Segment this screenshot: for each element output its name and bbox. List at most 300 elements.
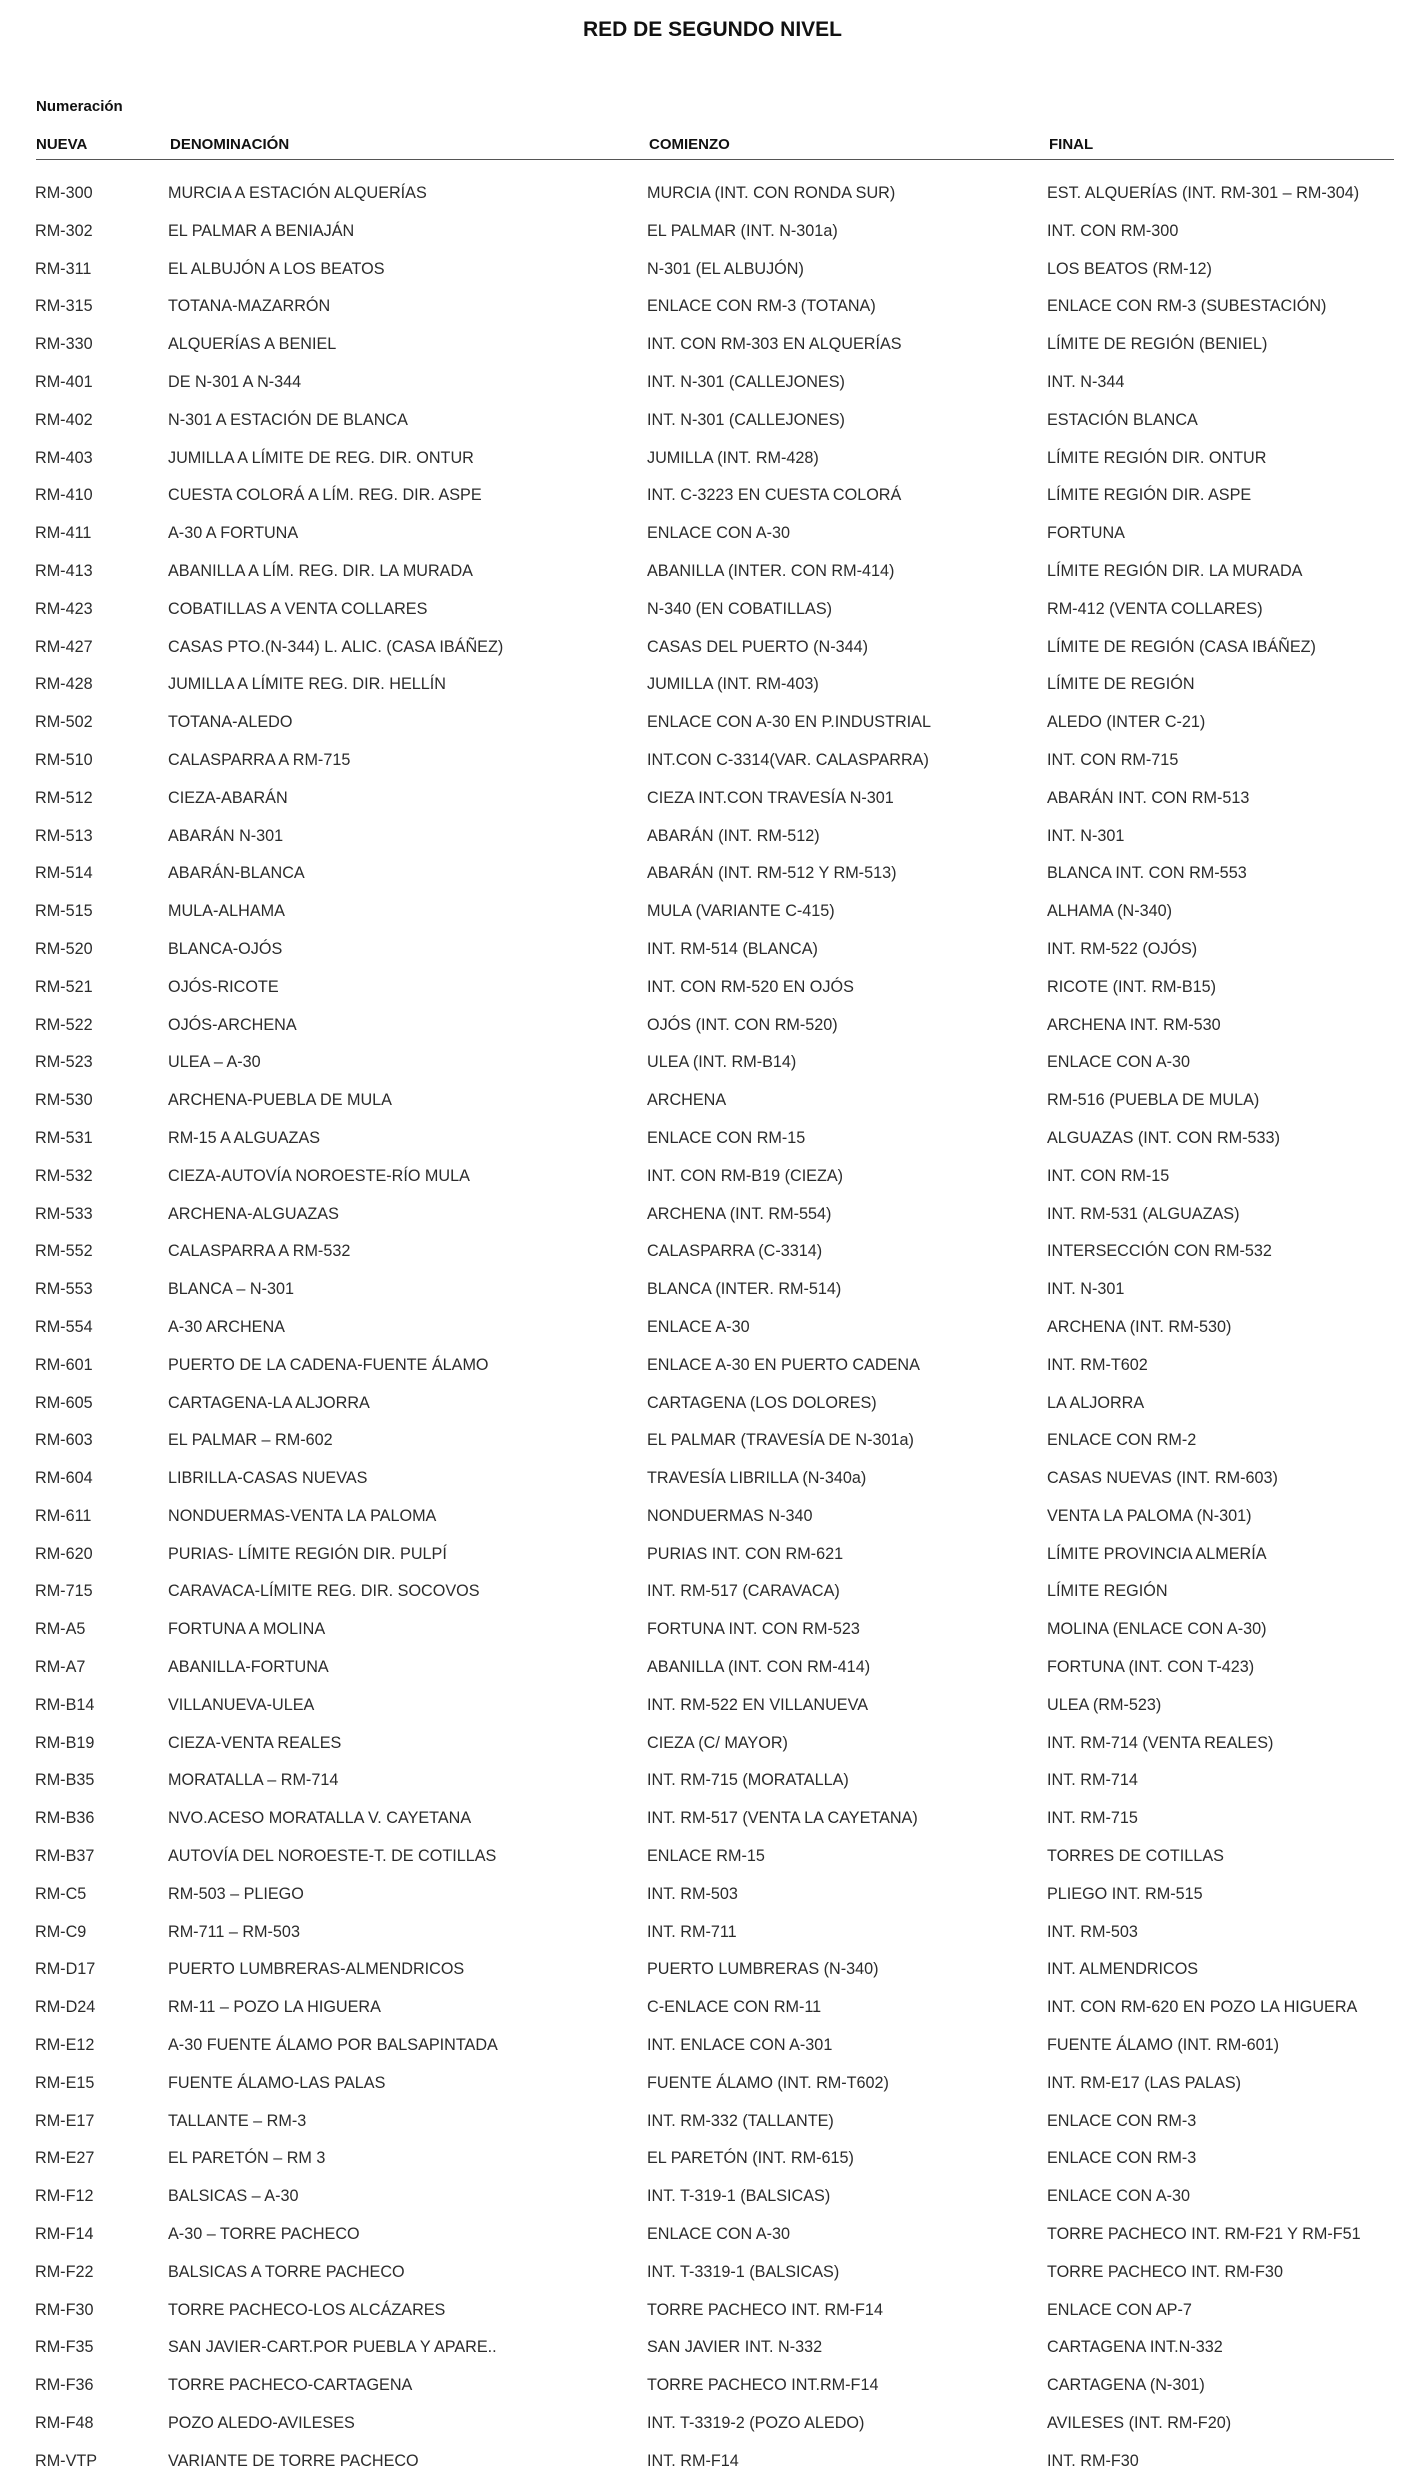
road-name: CIEZA-ABARÁN xyxy=(168,788,288,807)
road-start: EL PARETÓN (INT. RM-615) xyxy=(647,2149,854,2168)
road-code: RM-A5 xyxy=(35,1620,86,1639)
road-name: EL PALMAR A BENIAJÁN xyxy=(168,221,355,240)
road-name: NONDUERMAS-VENTA LA PALOMA xyxy=(168,1506,437,1525)
road-start: INT. RM-715 (MORATALLA) xyxy=(647,1771,849,1790)
road-end: ESTACIÓN BLANCA xyxy=(1047,410,1198,429)
road-end: TORRE PACHECO INT. RM-F30 xyxy=(1047,2262,1283,2281)
road-start: ULEA (INT. RM-B14) xyxy=(647,1053,797,1072)
road-start: CARTAGENA (LOS DOLORES) xyxy=(647,1393,877,1412)
table-row xyxy=(0,2259,1425,2297)
table-row xyxy=(0,1465,1425,1503)
road-code: RM-410 xyxy=(35,486,93,505)
roads-table xyxy=(0,180,1425,2486)
table-row xyxy=(0,1238,1425,1276)
road-name: A-30 A FORTUNA xyxy=(168,524,299,543)
road-name: A-30 FUENTE ÁLAMO POR BALSAPINTADA xyxy=(168,2036,498,2055)
road-end: BLANCA INT. CON RM-553 xyxy=(1047,864,1247,883)
road-start: CIEZA INT.CON TRAVESÍA N-301 xyxy=(647,788,894,807)
road-start: EL PALMAR (TRAVESÍA DE N-301a) xyxy=(647,1431,914,1450)
road-name: OJÓS-RICOTE xyxy=(168,977,279,996)
road-start: INT. N-301 (CALLEJONES) xyxy=(647,372,845,391)
road-end: INT. RM-714 (VENTA REALES) xyxy=(1047,1733,1274,1752)
road-end: ABARÁN INT. CON RM-513 xyxy=(1047,788,1250,807)
road-start: ENLACE CON RM-3 (TOTANA) xyxy=(647,297,876,316)
road-code: RM-311 xyxy=(35,259,92,278)
road-code: RM-401 xyxy=(35,372,93,391)
numeracion-label: Numeración xyxy=(36,98,123,115)
table-row xyxy=(0,1919,1425,1957)
road-end: AVILESES (INT. RM-F20) xyxy=(1047,2414,1232,2433)
road-end: RICOTE (INT. RM-B15) xyxy=(1047,977,1217,996)
road-code: RM-F22 xyxy=(35,2262,94,2281)
table-row xyxy=(0,1843,1425,1881)
table-row xyxy=(0,369,1425,407)
road-code: RM-F14 xyxy=(35,2225,94,2244)
road-name: CALASPARRA A RM-532 xyxy=(168,1242,351,1261)
road-start: TORRE PACHECO INT. RM-F14 xyxy=(647,2300,883,2319)
road-code: RM-512 xyxy=(35,788,93,807)
road-end: INTERSECCIÓN CON RM-532 xyxy=(1047,1242,1272,1261)
road-start: JUMILLA (INT. RM-403) xyxy=(647,675,819,694)
road-name: TORRE PACHECO-LOS ALCÁZARES xyxy=(168,2300,446,2319)
road-start: C-ENLACE CON RM-11 xyxy=(647,1998,822,2017)
road-code: RM-502 xyxy=(35,713,93,732)
road-start: N-340 (EN COBATILLAS) xyxy=(647,599,833,618)
road-name: VARIANTE DE TORRE PACHECO xyxy=(168,2451,419,2470)
road-end: INT. ALMENDRICOS xyxy=(1047,1960,1199,1979)
road-start: FUENTE ÁLAMO (INT. RM-T602) xyxy=(647,2073,889,2092)
road-end: ENLACE CON RM-3 xyxy=(1047,2149,1197,2168)
table-row xyxy=(0,482,1425,520)
road-start: ENLACE A-30 EN PUERTO CADENA xyxy=(647,1355,920,1374)
table-row xyxy=(0,1994,1425,2032)
road-code: RM-523 xyxy=(35,1053,93,1072)
road-name: CIEZA-AUTOVÍA NOROESTE-RÍO MULA xyxy=(168,1166,470,1185)
road-start: EL PALMAR (INT. N-301a) xyxy=(647,221,838,240)
table-row xyxy=(0,180,1425,218)
table-row xyxy=(0,747,1425,785)
road-name: BLANCA – N-301 xyxy=(168,1280,294,1299)
road-end: EST. ALQUERÍAS (INT. RM-301 – RM-304) xyxy=(1047,184,1360,202)
table-row xyxy=(0,974,1425,1012)
road-name: CARTAGENA-LA ALJORRA xyxy=(168,1393,370,1412)
road-code: RM-521 xyxy=(35,977,93,996)
road-code: RM-514 xyxy=(35,864,93,883)
table-row xyxy=(0,860,1425,898)
road-name: A-30 ARCHENA xyxy=(168,1317,285,1336)
table-row xyxy=(0,2183,1425,2221)
road-code: RM-B14 xyxy=(35,1695,95,1714)
table-row xyxy=(0,2032,1425,2070)
road-name: TALLANTE – RM-3 xyxy=(168,2111,307,2130)
road-start: INT. CON RM-520 EN OJÓS xyxy=(647,977,854,996)
road-start: CIEZA (C/ MAYOR) xyxy=(647,1733,788,1752)
table-row xyxy=(0,2448,1425,2486)
road-end: INT. CON RM-715 xyxy=(1047,750,1179,769)
road-start: BLANCA (INTER. RM-514) xyxy=(647,1280,842,1299)
road-end: LA ALJORRA xyxy=(1047,1393,1145,1412)
road-code: RM-E27 xyxy=(35,2149,95,2168)
road-name: COBATILLAS A VENTA COLLARES xyxy=(168,599,428,618)
road-code: RM-428 xyxy=(35,675,93,694)
table-row xyxy=(0,293,1425,331)
road-name: FUENTE ÁLAMO-LAS PALAS xyxy=(168,2073,386,2092)
table-row xyxy=(0,634,1425,672)
table-row xyxy=(0,671,1425,709)
road-name: ABARÁN N-301 xyxy=(168,826,284,845)
table-row xyxy=(0,1276,1425,1314)
table-row xyxy=(0,898,1425,936)
road-end: INT. N-301 xyxy=(1047,826,1125,845)
road-end: TORRE PACHECO INT. RM-F21 Y RM-F51 xyxy=(1047,2225,1361,2244)
road-end: CARTAGENA INT.N-332 xyxy=(1047,2338,1223,2357)
road-code: RM-300 xyxy=(35,184,93,202)
road-start: INT. RM-503 xyxy=(647,1884,738,1903)
road-code: RM-B19 xyxy=(35,1733,95,1752)
road-end: INT. N-301 xyxy=(1047,1280,1125,1299)
road-end: ARCHENA INT. RM-530 xyxy=(1047,1015,1221,1034)
road-end: ENLACE CON RM-3 xyxy=(1047,2111,1197,2130)
road-code: RM-411 xyxy=(35,524,92,543)
road-code: RM-530 xyxy=(35,1091,93,1110)
road-start: INT. RM-F14 xyxy=(647,2451,739,2470)
table-row xyxy=(0,1087,1425,1125)
road-end: INT. CON RM-300 xyxy=(1047,221,1179,240)
road-start: CASAS DEL PUERTO (N-344) xyxy=(647,637,868,656)
road-end: MOLINA (ENLACE CON A-30) xyxy=(1047,1620,1267,1639)
road-end: RM-516 (PUEBLA DE MULA) xyxy=(1047,1091,1260,1110)
road-end: ENLACE CON A-30 xyxy=(1047,1053,1191,1072)
table-row xyxy=(0,1805,1425,1843)
road-name: AUTOVÍA DEL NOROESTE-T. DE COTILLAS xyxy=(168,1847,497,1866)
road-name: ARCHENA-PUEBLA DE MULA xyxy=(168,1091,392,1110)
road-name: EL PALMAR – RM-602 xyxy=(168,1431,333,1450)
road-name: CUESTA COLORÁ A LÍM. REG. DIR. ASPE xyxy=(168,486,482,505)
road-name: ABARÁN-BLANCA xyxy=(168,864,305,883)
table-row xyxy=(0,1767,1425,1805)
road-code: RM-513 xyxy=(35,826,93,845)
column-header-final: FINAL xyxy=(1049,136,1094,153)
road-end: FUENTE ÁLAMO (INT. RM-601) xyxy=(1047,2036,1280,2055)
road-name: RM-11 – POZO LA HIGUERA xyxy=(168,1998,381,2017)
road-end: INT. RM-714 xyxy=(1047,1771,1138,1790)
road-code: RM-520 xyxy=(35,939,93,958)
road-start: ABANILLA (INT. CON RM-414) xyxy=(647,1658,871,1677)
table-row xyxy=(0,256,1425,294)
road-name: ABANILLA A LÍM. REG. DIR. LA MURADA xyxy=(168,561,473,580)
road-code: RM-A7 xyxy=(35,1658,86,1677)
road-start: INT. RM-332 (TALLANTE) xyxy=(647,2111,834,2130)
road-end: FORTUNA xyxy=(1047,524,1125,543)
road-end: ALGUAZAS (INT. CON RM-533) xyxy=(1047,1128,1280,1147)
road-name: SAN JAVIER-CART.POR PUEBLA Y APARE.. xyxy=(168,2338,497,2357)
road-name: VILLANUEVA-ULEA xyxy=(168,1695,315,1714)
road-code: RM-532 xyxy=(35,1166,93,1185)
road-name: EL ALBUJÓN A LOS BEATOS xyxy=(168,259,385,278)
road-code: RM-F35 xyxy=(35,2338,94,2357)
road-end: LÍMITE DE REGIÓN (BENIEL) xyxy=(1047,335,1268,354)
road-start: NONDUERMAS N-340 xyxy=(647,1506,813,1525)
road-end: VENTA LA PALOMA (N-301) xyxy=(1047,1506,1252,1525)
table-row xyxy=(0,407,1425,445)
road-start: ENLACE CON A-30 xyxy=(647,524,791,543)
table-row xyxy=(0,1881,1425,1919)
header-divider xyxy=(36,159,1394,160)
road-name: PURIAS- LÍMITE REGIÓN DIR. PULPÍ xyxy=(168,1544,447,1563)
road-code: RM-603 xyxy=(35,1431,93,1450)
table-row xyxy=(0,596,1425,634)
road-code: RM-315 xyxy=(35,297,93,316)
road-name: RM-711 – RM-503 xyxy=(168,1922,300,1941)
table-row xyxy=(0,1163,1425,1201)
road-name: N-301 A ESTACIÓN DE BLANCA xyxy=(168,410,408,429)
road-start: INT. T-319-1 (BALSICAS) xyxy=(647,2187,831,2206)
table-row xyxy=(0,1956,1425,1994)
road-start: SAN JAVIER INT. N-332 xyxy=(647,2338,823,2357)
table-row xyxy=(0,1201,1425,1239)
road-end: ENLACE CON AP-7 xyxy=(1047,2300,1192,2319)
table-row xyxy=(0,2145,1425,2183)
table-row xyxy=(0,1503,1425,1541)
road-start: INT. CON RM-303 EN ALQUERÍAS xyxy=(647,335,902,354)
road-start: INT. T-3319-2 (POZO ALEDO) xyxy=(647,2414,865,2433)
road-name: RM-503 – PLIEGO xyxy=(168,1884,304,1903)
road-name: ABANILLA-FORTUNA xyxy=(168,1658,329,1677)
road-code: RM-E12 xyxy=(35,2036,95,2055)
road-name: FORTUNA A MOLINA xyxy=(168,1620,326,1639)
road-start: INT. RM-517 (CARAVACA) xyxy=(647,1582,840,1601)
road-name: CASAS PTO.(N-344) L. ALIC. (CASA IBÁÑEZ) xyxy=(168,637,504,656)
road-code: RM-552 xyxy=(35,1242,93,1261)
road-start: ENLACE CON RM-15 xyxy=(647,1128,806,1147)
road-code: RM-620 xyxy=(35,1544,93,1563)
table-row xyxy=(0,1616,1425,1654)
page-title: RED DE SEGUNDO NIVEL xyxy=(582,18,843,41)
road-code: RM-F36 xyxy=(35,2376,94,2395)
table-row xyxy=(0,2334,1425,2372)
road-name: CARAVACA-LÍMITE REG. DIR. SOCOVOS xyxy=(168,1582,480,1601)
table-row xyxy=(0,1352,1425,1390)
road-name: CALASPARRA A RM-715 xyxy=(168,750,351,769)
road-name: ARCHENA-ALGUAZAS xyxy=(168,1204,339,1223)
road-code: RM-605 xyxy=(35,1393,93,1412)
road-end: LÍMITE DE REGIÓN (CASA IBÁÑEZ) xyxy=(1047,637,1316,656)
road-name: TORRE PACHECO-CARTAGENA xyxy=(168,2376,413,2395)
table-row xyxy=(0,1012,1425,1050)
road-code: RM-601 xyxy=(35,1355,93,1374)
road-code: RM-C5 xyxy=(35,1884,87,1903)
table-row xyxy=(0,1427,1425,1465)
table-row xyxy=(0,1125,1425,1163)
road-name: DE N-301 A N-344 xyxy=(168,372,302,391)
table-row xyxy=(0,445,1425,483)
table-row xyxy=(0,2221,1425,2259)
road-end: INT. RM-E17 (LAS PALAS) xyxy=(1047,2073,1242,2092)
road-code: RM-554 xyxy=(35,1317,93,1336)
road-code: RM-VTP xyxy=(35,2451,98,2470)
road-end: PLIEGO INT. RM-515 xyxy=(1047,1884,1203,1903)
road-end: LÍMITE REGIÓN DIR. ASPE xyxy=(1047,486,1252,505)
road-start: INT. RM-514 (BLANCA) xyxy=(647,939,818,958)
road-start: MULA (VARIANTE C-415) xyxy=(647,902,835,921)
road-code: RM-427 xyxy=(35,637,93,656)
road-code: RM-D17 xyxy=(35,1960,96,1979)
road-end: ENLACE CON RM-2 xyxy=(1047,1431,1197,1450)
road-end: RM-412 (VENTA COLLARES) xyxy=(1047,599,1263,618)
road-start: INT. RM-522 EN VILLANUEVA xyxy=(647,1695,868,1714)
table-row xyxy=(0,785,1425,823)
table-row xyxy=(0,1578,1425,1616)
road-start: PUERTO LUMBRERAS (N-340) xyxy=(647,1960,879,1979)
road-code: RM-611 xyxy=(35,1506,92,1525)
road-name: TOTANA-MAZARRÓN xyxy=(168,297,331,316)
road-start: INT. C-3223 EN CUESTA COLORÁ xyxy=(647,486,902,505)
road-end: LÍMITE REGIÓN DIR. ONTUR xyxy=(1047,448,1267,467)
road-code: RM-B37 xyxy=(35,1847,95,1866)
road-start: FORTUNA INT. CON RM-523 xyxy=(647,1620,860,1639)
road-code: RM-531 xyxy=(35,1128,93,1147)
table-row xyxy=(0,218,1425,256)
road-end: LÍMITE REGIÓN xyxy=(1047,1582,1168,1601)
road-start: OJÓS (INT. CON RM-520) xyxy=(647,1015,838,1034)
road-name: LIBRILLA-CASAS NUEVAS xyxy=(168,1469,368,1488)
road-name: MORATALLA – RM-714 xyxy=(168,1771,339,1790)
road-end: INT. N-344 xyxy=(1047,372,1125,391)
road-code: RM-E17 xyxy=(35,2111,95,2130)
road-end: FORTUNA (INT. CON T-423) xyxy=(1047,1658,1255,1677)
road-start: TORRE PACHECO INT.RM-F14 xyxy=(647,2376,879,2395)
road-end: INT. RM-F30 xyxy=(1047,2451,1139,2470)
road-start: INT. N-301 (CALLEJONES) xyxy=(647,410,845,429)
road-name: EL PARETÓN – RM 3 xyxy=(168,2149,326,2168)
road-code: RM-553 xyxy=(35,1280,93,1299)
road-name: PUERTO LUMBRERAS-ALMENDRICOS xyxy=(168,1960,465,1979)
table-row xyxy=(0,2372,1425,2410)
road-start: INT. RM-711 xyxy=(647,1922,737,1941)
road-end: INT. CON RM-15 xyxy=(1047,1166,1170,1185)
table-row xyxy=(0,2070,1425,2108)
road-start: INT.CON C-3314(VAR. CALASPARRA) xyxy=(647,750,929,769)
road-end: LÍMITE DE REGIÓN xyxy=(1047,675,1195,694)
road-end: CASAS NUEVAS (INT. RM-603) xyxy=(1047,1469,1278,1488)
road-start: ENLACE CON A-30 EN P.INDUSTRIAL xyxy=(647,713,931,732)
road-start: ABARÁN (INT. RM-512 Y RM-513) xyxy=(647,864,897,883)
column-header-denominacion: DENOMINACIÓN xyxy=(170,136,290,153)
road-end: LÍMITE PROVINCIA ALMERÍA xyxy=(1047,1544,1267,1563)
road-end: INT. CON RM-620 EN POZO LA HIGUERA xyxy=(1047,1998,1358,2017)
road-end: ALEDO (INTER C-21) xyxy=(1047,713,1206,732)
road-code: RM-D24 xyxy=(35,1998,96,2017)
table-row xyxy=(0,520,1425,558)
road-code: RM-C9 xyxy=(35,1922,87,1941)
table-row xyxy=(0,2297,1425,2335)
road-name: JUMILLA A LÍMITE REG. DIR. HELLÍN xyxy=(168,675,446,694)
road-code: RM-F30 xyxy=(35,2300,94,2319)
road-code: RM-F12 xyxy=(35,2187,94,2206)
road-end: INT. RM-522 (OJÓS) xyxy=(1047,939,1198,958)
road-code: RM-B35 xyxy=(35,1771,95,1790)
road-code: RM-F48 xyxy=(35,2414,94,2433)
road-end: ULEA (RM-523) xyxy=(1047,1695,1162,1714)
road-code: RM-402 xyxy=(35,410,93,429)
road-start: ENLACE CON A-30 xyxy=(647,2225,791,2244)
road-start: MURCIA (INT. CON RONDA SUR) xyxy=(647,184,896,202)
table-row xyxy=(0,1730,1425,1768)
road-start: ABARÁN (INT. RM-512) xyxy=(647,826,820,845)
road-end: INT. RM-T602 xyxy=(1047,1355,1148,1374)
road-name: BLANCA-OJÓS xyxy=(168,939,283,958)
road-start: ENLACE RM-15 xyxy=(647,1847,765,1866)
table-row xyxy=(0,2108,1425,2146)
road-start: ABANILLA (INTER. CON RM-414) xyxy=(647,561,895,580)
road-end: ARCHENA (INT. RM-530) xyxy=(1047,1317,1232,1336)
road-code: RM-604 xyxy=(35,1469,93,1488)
road-name: ULEA – A-30 xyxy=(168,1053,261,1072)
road-name: TOTANA-ALEDO xyxy=(168,713,293,732)
road-end: TORRES DE COTILLAS xyxy=(1047,1847,1224,1866)
road-name: OJÓS-ARCHENA xyxy=(168,1015,297,1034)
road-start: ENLACE A-30 xyxy=(647,1317,750,1336)
table-row xyxy=(0,936,1425,974)
road-end: INT. RM-715 xyxy=(1047,1809,1138,1828)
road-start: TRAVESÍA LIBRILLA (N-340a) xyxy=(647,1469,867,1488)
table-row xyxy=(0,1692,1425,1730)
road-name: BALSICAS – A-30 xyxy=(168,2187,299,2206)
road-end: CARTAGENA (N-301) xyxy=(1047,2376,1205,2395)
road-name: BALSICAS A TORRE PACHECO xyxy=(168,2262,405,2281)
road-code: RM-330 xyxy=(35,335,93,354)
road-end: ENLACE CON A-30 xyxy=(1047,2187,1191,2206)
table-row xyxy=(0,1390,1425,1428)
road-start: N-301 (EL ALBUJÓN) xyxy=(647,259,804,278)
road-start: INT. CON RM-B19 (CIEZA) xyxy=(647,1166,844,1185)
table-row xyxy=(0,1541,1425,1579)
table-row xyxy=(0,709,1425,747)
road-start: JUMILLA (INT. RM-428) xyxy=(647,448,819,467)
road-name: PUERTO DE LA CADENA-FUENTE ÁLAMO xyxy=(168,1355,489,1374)
road-code: RM-533 xyxy=(35,1204,93,1223)
table-row xyxy=(0,2410,1425,2448)
table-row xyxy=(0,1049,1425,1087)
road-name: CIEZA-VENTA REALES xyxy=(168,1733,342,1752)
road-name: JUMILLA A LÍMITE DE REG. DIR. ONTUR xyxy=(168,448,474,467)
road-name: ALQUERÍAS A BENIEL xyxy=(168,335,337,354)
road-end: LOS BEATOS (RM-12) xyxy=(1047,259,1212,278)
road-code: RM-510 xyxy=(35,750,93,769)
road-code: RM-E15 xyxy=(35,2073,95,2092)
road-code: RM-403 xyxy=(35,448,93,467)
road-start: INT. T-3319-1 (BALSICAS) xyxy=(647,2262,840,2281)
table-row xyxy=(0,558,1425,596)
table-row xyxy=(0,1314,1425,1352)
road-code: RM-413 xyxy=(35,561,93,580)
road-code: RM-302 xyxy=(35,221,93,240)
table-row xyxy=(0,331,1425,369)
road-start: INT. RM-517 (VENTA LA CAYETANA) xyxy=(647,1809,918,1828)
table-row xyxy=(0,823,1425,861)
road-name: MULA-ALHAMA xyxy=(168,902,285,921)
road-start: INT. ENLACE CON A-301 xyxy=(647,2036,833,2055)
road-start: CALASPARRA (C-3314) xyxy=(647,1242,823,1261)
road-end: LÍMITE REGIÓN DIR. LA MURADA xyxy=(1047,561,1303,580)
road-code: RM-B36 xyxy=(35,1809,95,1828)
road-end: ENLACE CON RM-3 (SUBESTACIÓN) xyxy=(1047,297,1327,316)
road-start: ARCHENA xyxy=(647,1091,727,1110)
road-name: POZO ALEDO-AVILESES xyxy=(168,2414,355,2433)
road-code: RM-515 xyxy=(35,902,93,921)
road-name: RM-15 A ALGUAZAS xyxy=(168,1128,321,1147)
road-code: RM-423 xyxy=(35,599,93,618)
